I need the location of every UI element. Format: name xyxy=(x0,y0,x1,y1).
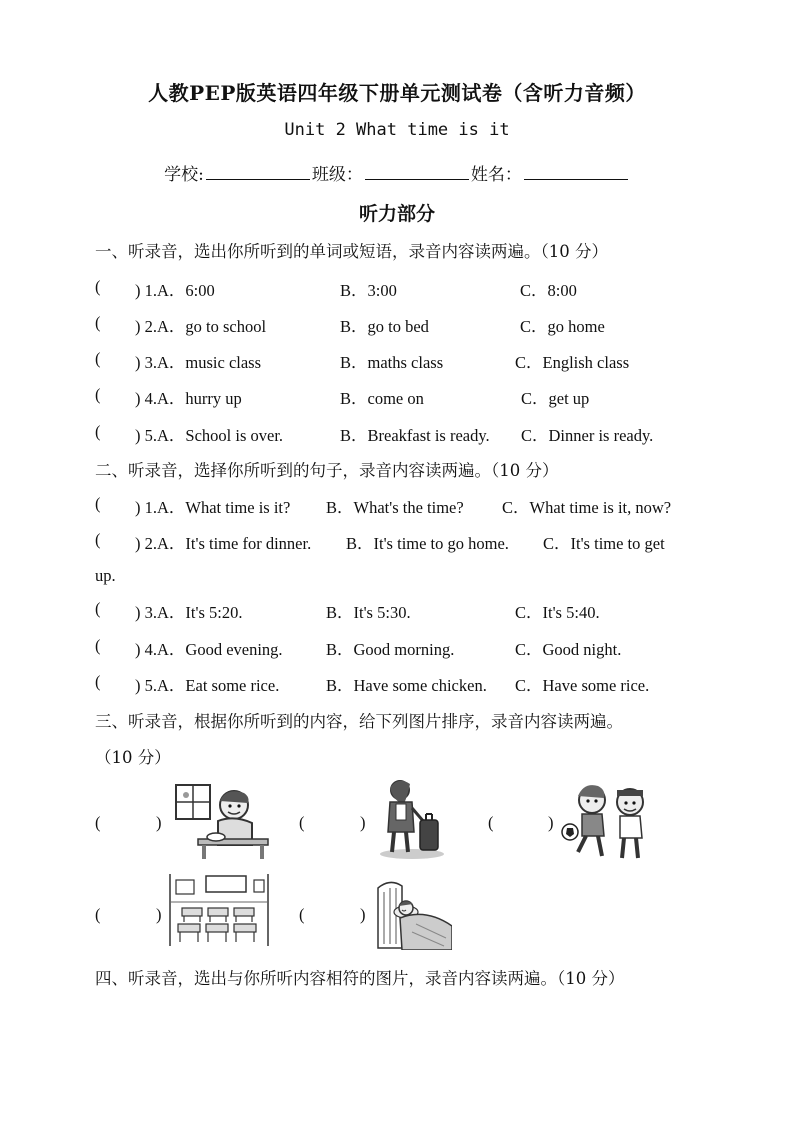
s2-q4-option-a: ) 4.A．Good evening. xyxy=(135,640,283,659)
s2-q2-option-c-cont: up. xyxy=(95,566,116,585)
s1-q5-option-a: ) 5.A．School is over. xyxy=(135,426,284,445)
s1-q2-paren[interactable]: ( xyxy=(95,313,101,332)
s1-q3-option-c: C．English class xyxy=(515,353,630,372)
boys-playing-football-image xyxy=(558,778,658,864)
s1-q1-option-c: C．8:00 xyxy=(520,281,577,300)
class-blank[interactable] xyxy=(365,165,469,180)
s2-q1-option-a: ) 1.A．What time is it? xyxy=(135,498,291,517)
s2-q1-option-b: B．What's the time? xyxy=(326,498,464,517)
s2-q1-paren[interactable]: ( xyxy=(95,494,101,513)
child-sleeping-image xyxy=(376,878,452,950)
pic4-close-paren: ) xyxy=(156,905,162,924)
s1-q1-option-b: B．3:00 xyxy=(340,281,397,300)
s2-q2-option-b: B．It's time to go home. xyxy=(346,534,509,553)
pic2-close-paren: ) xyxy=(360,813,366,832)
pic2-open-paren[interactable]: ( xyxy=(299,813,305,832)
class-label: 班级： xyxy=(311,165,363,185)
s2-q3-paren[interactable]: ( xyxy=(95,599,101,618)
s1-q3-option-a: ) 3.A．music class xyxy=(135,353,262,372)
s1-q2-option-a: ) 2.A．go to school xyxy=(135,317,267,336)
page-title: 人教PEP版英语四年级下册单元测试卷（含听力音频） xyxy=(148,81,646,105)
s2-q3-option-a: ) 3.A．It's 5:20. xyxy=(135,603,243,622)
s2-q2-option-a: ) 2.A．It's time for dinner. xyxy=(135,534,312,553)
s1-q2-option-b: B．go to bed xyxy=(340,317,429,336)
s1-q4-option-a: ) 4.A．hurry up xyxy=(135,389,242,408)
s1-q4-option-b: B．come on xyxy=(340,389,424,408)
s2-q3-option-c: C．It's 5:40. xyxy=(515,603,600,622)
pic1-open-paren[interactable]: ( xyxy=(95,813,101,832)
student-info-line xyxy=(0,160,794,185)
s1-q5-paren[interactable]: ( xyxy=(95,422,101,441)
listening-part-title: 听力部分 xyxy=(358,203,435,225)
pic3-open-paren[interactable]: ( xyxy=(488,813,494,832)
school-label: 学校: xyxy=(164,165,204,185)
unit-subtitle: Unit 2 What time is it xyxy=(284,120,510,140)
section3-score: （10 分） xyxy=(95,748,171,767)
name-blank[interactable] xyxy=(524,165,628,180)
classroom-image xyxy=(168,872,270,948)
s2-q2-option-c: C．It's time to get xyxy=(543,534,665,553)
section4-heading: 四、听录音，选出与你所听内容相符的图片，录音内容读两遍。（10 分） xyxy=(95,969,625,988)
s1-q1-option-a: ) 1.A．6:00 xyxy=(135,281,215,300)
s2-q4-paren[interactable]: ( xyxy=(95,636,101,655)
s2-q5-option-b: B．Have some chicken. xyxy=(326,676,487,695)
s2-q4-option-c: C．Good night. xyxy=(515,640,622,659)
section1-heading: 一、听录音，选出你所听到的单词或短语，录音内容读两遍。（10 分） xyxy=(95,242,608,261)
s1-q5-option-b: B．Breakfast is ready. xyxy=(340,426,490,445)
boy-eating-image xyxy=(168,783,278,861)
s1-q3-option-b: B．maths class xyxy=(340,353,444,372)
s1-q1-paren[interactable]: ( xyxy=(95,277,101,296)
name-label: 姓名： xyxy=(470,165,522,185)
s1-q3-paren[interactable]: ( xyxy=(95,349,101,368)
pic5-open-paren[interactable]: ( xyxy=(299,905,305,924)
s1-q4-paren[interactable]: ( xyxy=(95,385,101,404)
s1-q2-option-c: C．go home xyxy=(520,317,605,336)
s2-q1-option-c: C．What time is it, now? xyxy=(502,498,672,517)
section2-heading: 二、听录音，选择你所听到的句子，录音内容读两遍。（10 分） xyxy=(95,461,559,480)
s2-q4-option-b: B．Good morning. xyxy=(326,640,455,659)
s2-q3-option-b: B．It's 5:30. xyxy=(326,603,411,622)
s1-q5-option-c: C．Dinner is ready. xyxy=(521,426,654,445)
s2-q5-paren[interactable]: ( xyxy=(95,672,101,691)
pic3-close-paren: ) xyxy=(548,813,554,832)
school-blank[interactable] xyxy=(206,165,310,180)
section3-heading: 三、听录音，根据你所听到的内容，给下列图片排序，录音内容读两遍。 xyxy=(95,712,623,731)
pic1-close-paren: ) xyxy=(156,813,162,832)
s2-q2-paren[interactable]: ( xyxy=(95,530,101,549)
s2-q5-option-a: ) 5.A．Eat some rice. xyxy=(135,676,280,695)
pic4-open-paren[interactable]: ( xyxy=(95,905,101,924)
pic5-close-paren: ) xyxy=(360,905,366,924)
s1-q4-option-c: C．get up xyxy=(521,389,590,408)
girl-with-suitcase-image xyxy=(376,776,448,860)
s2-q5-option-c: C．Have some rice. xyxy=(515,676,650,695)
